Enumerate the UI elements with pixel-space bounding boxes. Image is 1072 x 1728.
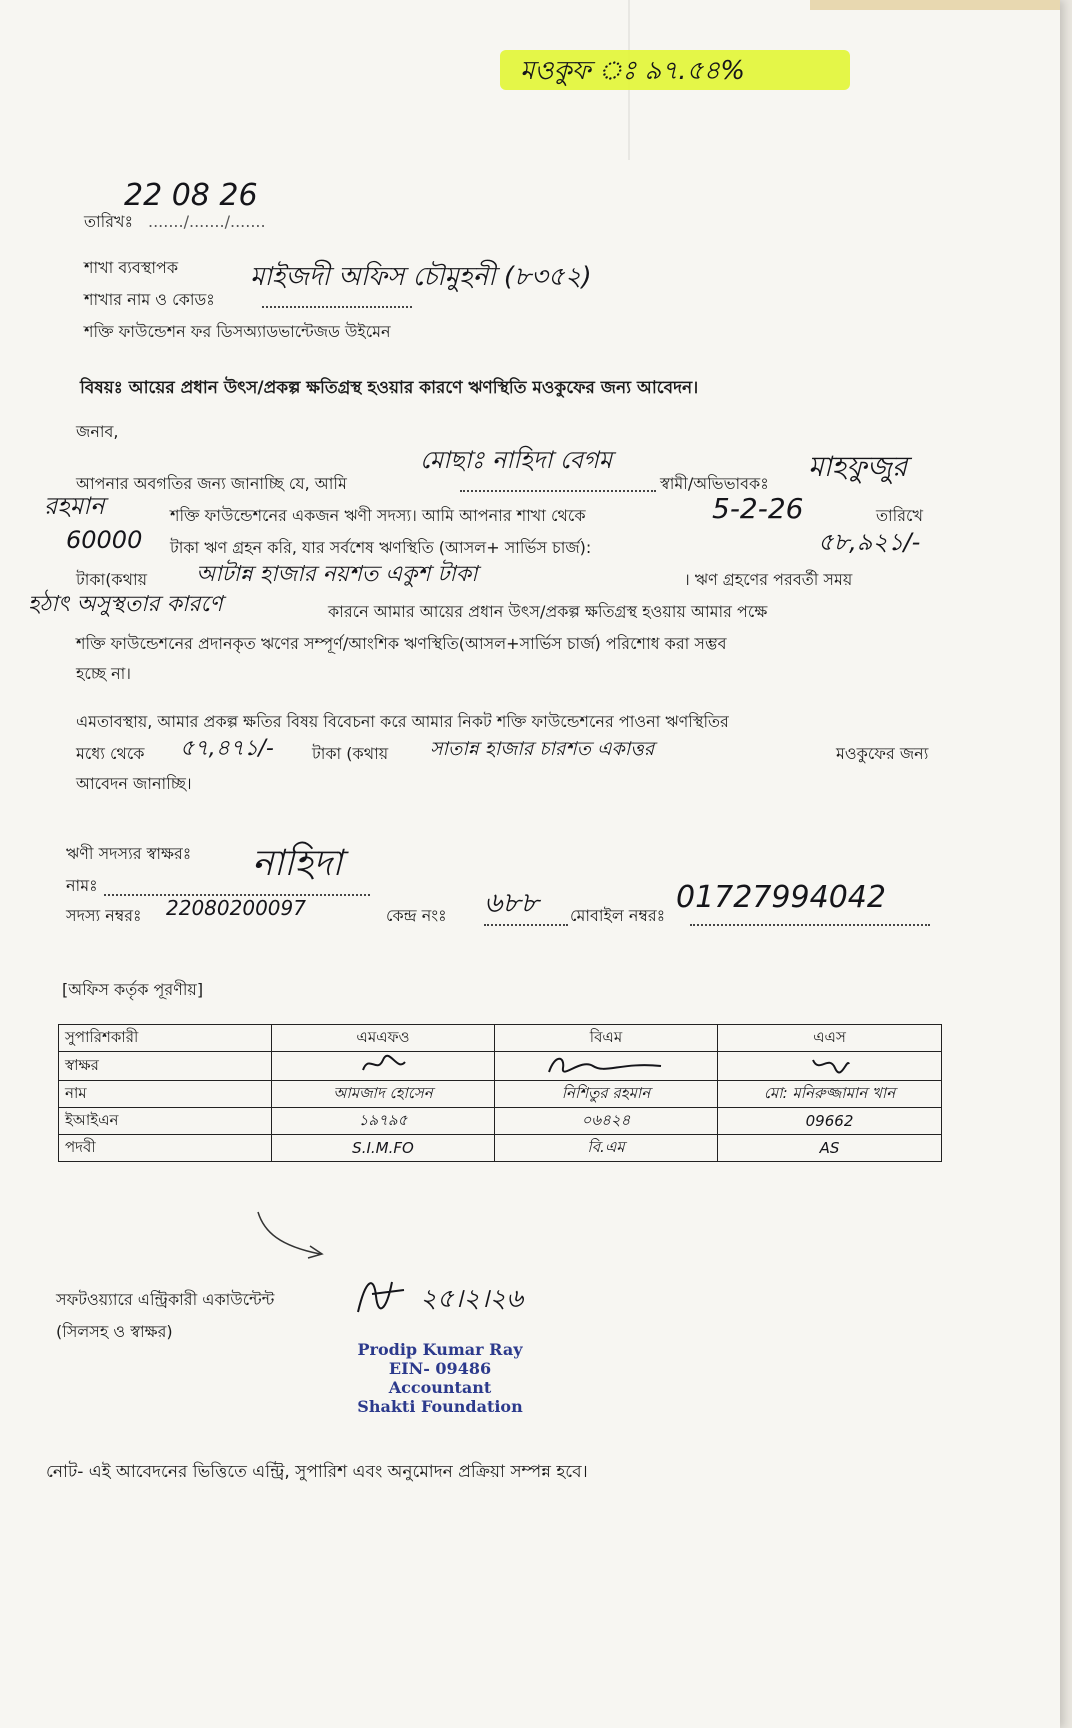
p1-g: । ঋণ গ্রহণের পরবর্তী সময় [684, 570, 853, 589]
p1-e: টাকা ঋণ গ্রহন করি, যার সর্বশেষ ঋণস্থিতি (আসল+ সার্ভিস চার্জ): [170, 538, 592, 557]
stamp-line: Accountant [388, 1378, 492, 1397]
row-label: স্বাক্ষর [59, 1052, 272, 1081]
p1-b: স্বামী/অভিভাবকঃ [660, 474, 769, 493]
table-cell: 09662 [718, 1108, 942, 1135]
table-cell: ১৯৭৯৫ [272, 1108, 495, 1135]
waive-words: সাতান্ন হাজার চারশত একাত্তর [430, 738, 655, 760]
table-cell: বি.এম [495, 1135, 718, 1162]
outstanding-words: আটান্ন হাজার নয়শত একুশ টাকা [196, 562, 478, 587]
row-label: পদবী [59, 1135, 272, 1162]
accountant-stamp [340, 1340, 540, 1416]
subject-line: বিষয়ঃ আয়ের প্রধান উৎস/প্রকল্প ক্ষতিগ্রস্থ হওয়ার কারণে ঋণস্থিতি মওকুফের জন্য আবেদন। [80, 378, 699, 398]
table-cell: আমজাদ হোসেন [272, 1081, 495, 1108]
mobile-value: 01727994042 [676, 880, 886, 915]
p2-e: আবেদন জানাচ্ছি। [76, 774, 192, 793]
member-signature: নাহিদা [252, 843, 343, 884]
reason-value: হঠাৎ অসুস্থতার কারণে [28, 592, 223, 617]
branch-label: শাখার নাম ও কোডঃ [84, 290, 215, 309]
table-row [59, 1108, 942, 1135]
branch-name-value: মাইজদী অফিস চৌমুহনী (৮৩৫২) [250, 262, 592, 292]
loan-date-value: 5-2-26 [712, 492, 804, 525]
arrow-mark [250, 1206, 340, 1266]
table-cell: মো: মনিরুজ্জামান খান [718, 1081, 942, 1108]
table-row [59, 1081, 942, 1108]
p2-b: মধ্যে থেকে [76, 744, 145, 763]
signature-cell [272, 1052, 495, 1081]
date-label: তারিখঃ [84, 212, 134, 231]
center-label: কেন্দ্র নংঃ [386, 906, 447, 925]
accountant-sign-date: ২৫।২।২৬ [420, 1284, 524, 1314]
row-label: নাম [59, 1081, 272, 1108]
waive-amount-value: ৫৭,৪৭১/- [180, 736, 274, 761]
applicant-name-value: মোছাঃ নাহিদা বেগম [420, 446, 613, 474]
paper-edge [810, 0, 1060, 10]
footer-note: নোট- এই আবেদনের ভিত্তিতে এন্ট্রি, সুপারিশ এবং অনুমোদন প্রক্রিয়া সম্পন্ন হবে। [46, 1462, 588, 1482]
table-header: এমএফও [272, 1025, 495, 1052]
p1-f: টাকা(কথায় [76, 570, 148, 589]
accountant-signature [352, 1272, 412, 1322]
table-row [59, 1135, 942, 1162]
member-number-label: সদস্য নম্বরঃ [66, 906, 142, 925]
p2-d: মওকুফের জন্য [836, 744, 929, 763]
salutation: জনাব, [76, 422, 119, 441]
p2-a: এমতাবস্থায়, আমার প্রকল্প ক্ষতির বিষয় বিবেচনা করে আমার নিকট শক্তি ফাউন্ডেশনের পাওনা ঋণস্থিতির [76, 712, 729, 731]
table-header-row [59, 1025, 942, 1052]
stamp-line: EIN- 09486 [388, 1359, 492, 1378]
table-row [59, 1052, 942, 1081]
village-value: রহমান [44, 492, 105, 520]
p1-c: শক্তি ফাউন্ডেশনের একজন ঋণী সদস্য। আমি আপনার শাখা থেকে [170, 506, 586, 525]
date-blank: ......./......./....... [148, 212, 266, 231]
signature-cell [718, 1052, 942, 1081]
date-value: 22 08 26 [124, 178, 258, 213]
guardian-value: মাহফুজুর [808, 450, 908, 483]
as-signature [805, 1052, 855, 1076]
member-number-value: 22080200097 [166, 896, 306, 920]
p2-c: টাকা (কথায় [312, 744, 389, 763]
loan-amount-value: 60000 [66, 526, 143, 554]
table-cell: নিশিতুর রহমান [495, 1081, 718, 1108]
table-cell: ০৬৪২৪ [495, 1108, 718, 1135]
member-signature-label: ঋণী সদস্যর স্বাক্ষরঃ [66, 844, 192, 863]
name-dotted-line [460, 490, 656, 492]
accountant-label: সফটওয়্যারে এন্ট্রিকারী একাউন্টেন্ট [56, 1290, 275, 1309]
table-cell: AS [718, 1135, 942, 1162]
signature-cell [495, 1052, 718, 1081]
row-label: ইআইএন [59, 1108, 272, 1135]
outstanding-value: ৫৮,৯২১/- [818, 528, 921, 556]
accountant-sublabel: (সিলসহ ও স্বাক্ষর) [56, 1322, 173, 1341]
branch-dotted-line [262, 306, 412, 308]
stamp-line: Shakti Foundation [357, 1397, 523, 1416]
office-title: [অফিস কর্তৃক পূরণীয়] [62, 980, 204, 999]
mfo-signature [353, 1052, 413, 1076]
stamp-line: Prodip Kumar Ray [357, 1340, 523, 1359]
p1-i: শক্তি ফাউন্ডেশনের প্রদানকৃত ঋণের সম্পূর্ণ/আংশিক ঋণস্থিতি(আসল+সার্ভিস চার্জ) পরিশোধ করা সম্ভব [76, 634, 727, 653]
table-cell: S.I.M.FO [272, 1135, 495, 1162]
table-header: এএস [718, 1025, 942, 1052]
center-value: ৬৮৮ [484, 886, 539, 919]
p1-j: হচ্ছে না। [76, 664, 131, 683]
center-line [484, 924, 568, 926]
office-table [58, 1024, 942, 1162]
bm-signature [541, 1052, 671, 1076]
p1-d: তারিখে [876, 506, 923, 525]
member-name-label: নামঃ [66, 876, 98, 895]
table-header: বিএম [495, 1025, 718, 1052]
table-header: সুপারিশকারী [59, 1025, 272, 1052]
mobile-label: মোবাইল নম্বরঃ [570, 906, 666, 925]
waiver-percent-note: মওকুফ ঃ ৯৭.৫৪% [520, 56, 745, 86]
p1-h: কারনে আমার আয়ের প্রধান উৎস/প্রকল্প ক্ষতিগ্রস্থ হওয়ায় আমার পক্ষে [328, 602, 768, 621]
p1-a: আপনার অবগতির জন্য জানাচ্ছি যে, আমি [76, 474, 347, 493]
addressee-line1: শাখা ব্যবস্থাপক [84, 258, 179, 277]
addressee-line3: শক্তি ফাউন্ডেশন ফর ডিসঅ্যাডভান্টেজড উইমেন [84, 322, 391, 341]
mobile-line [690, 924, 930, 926]
